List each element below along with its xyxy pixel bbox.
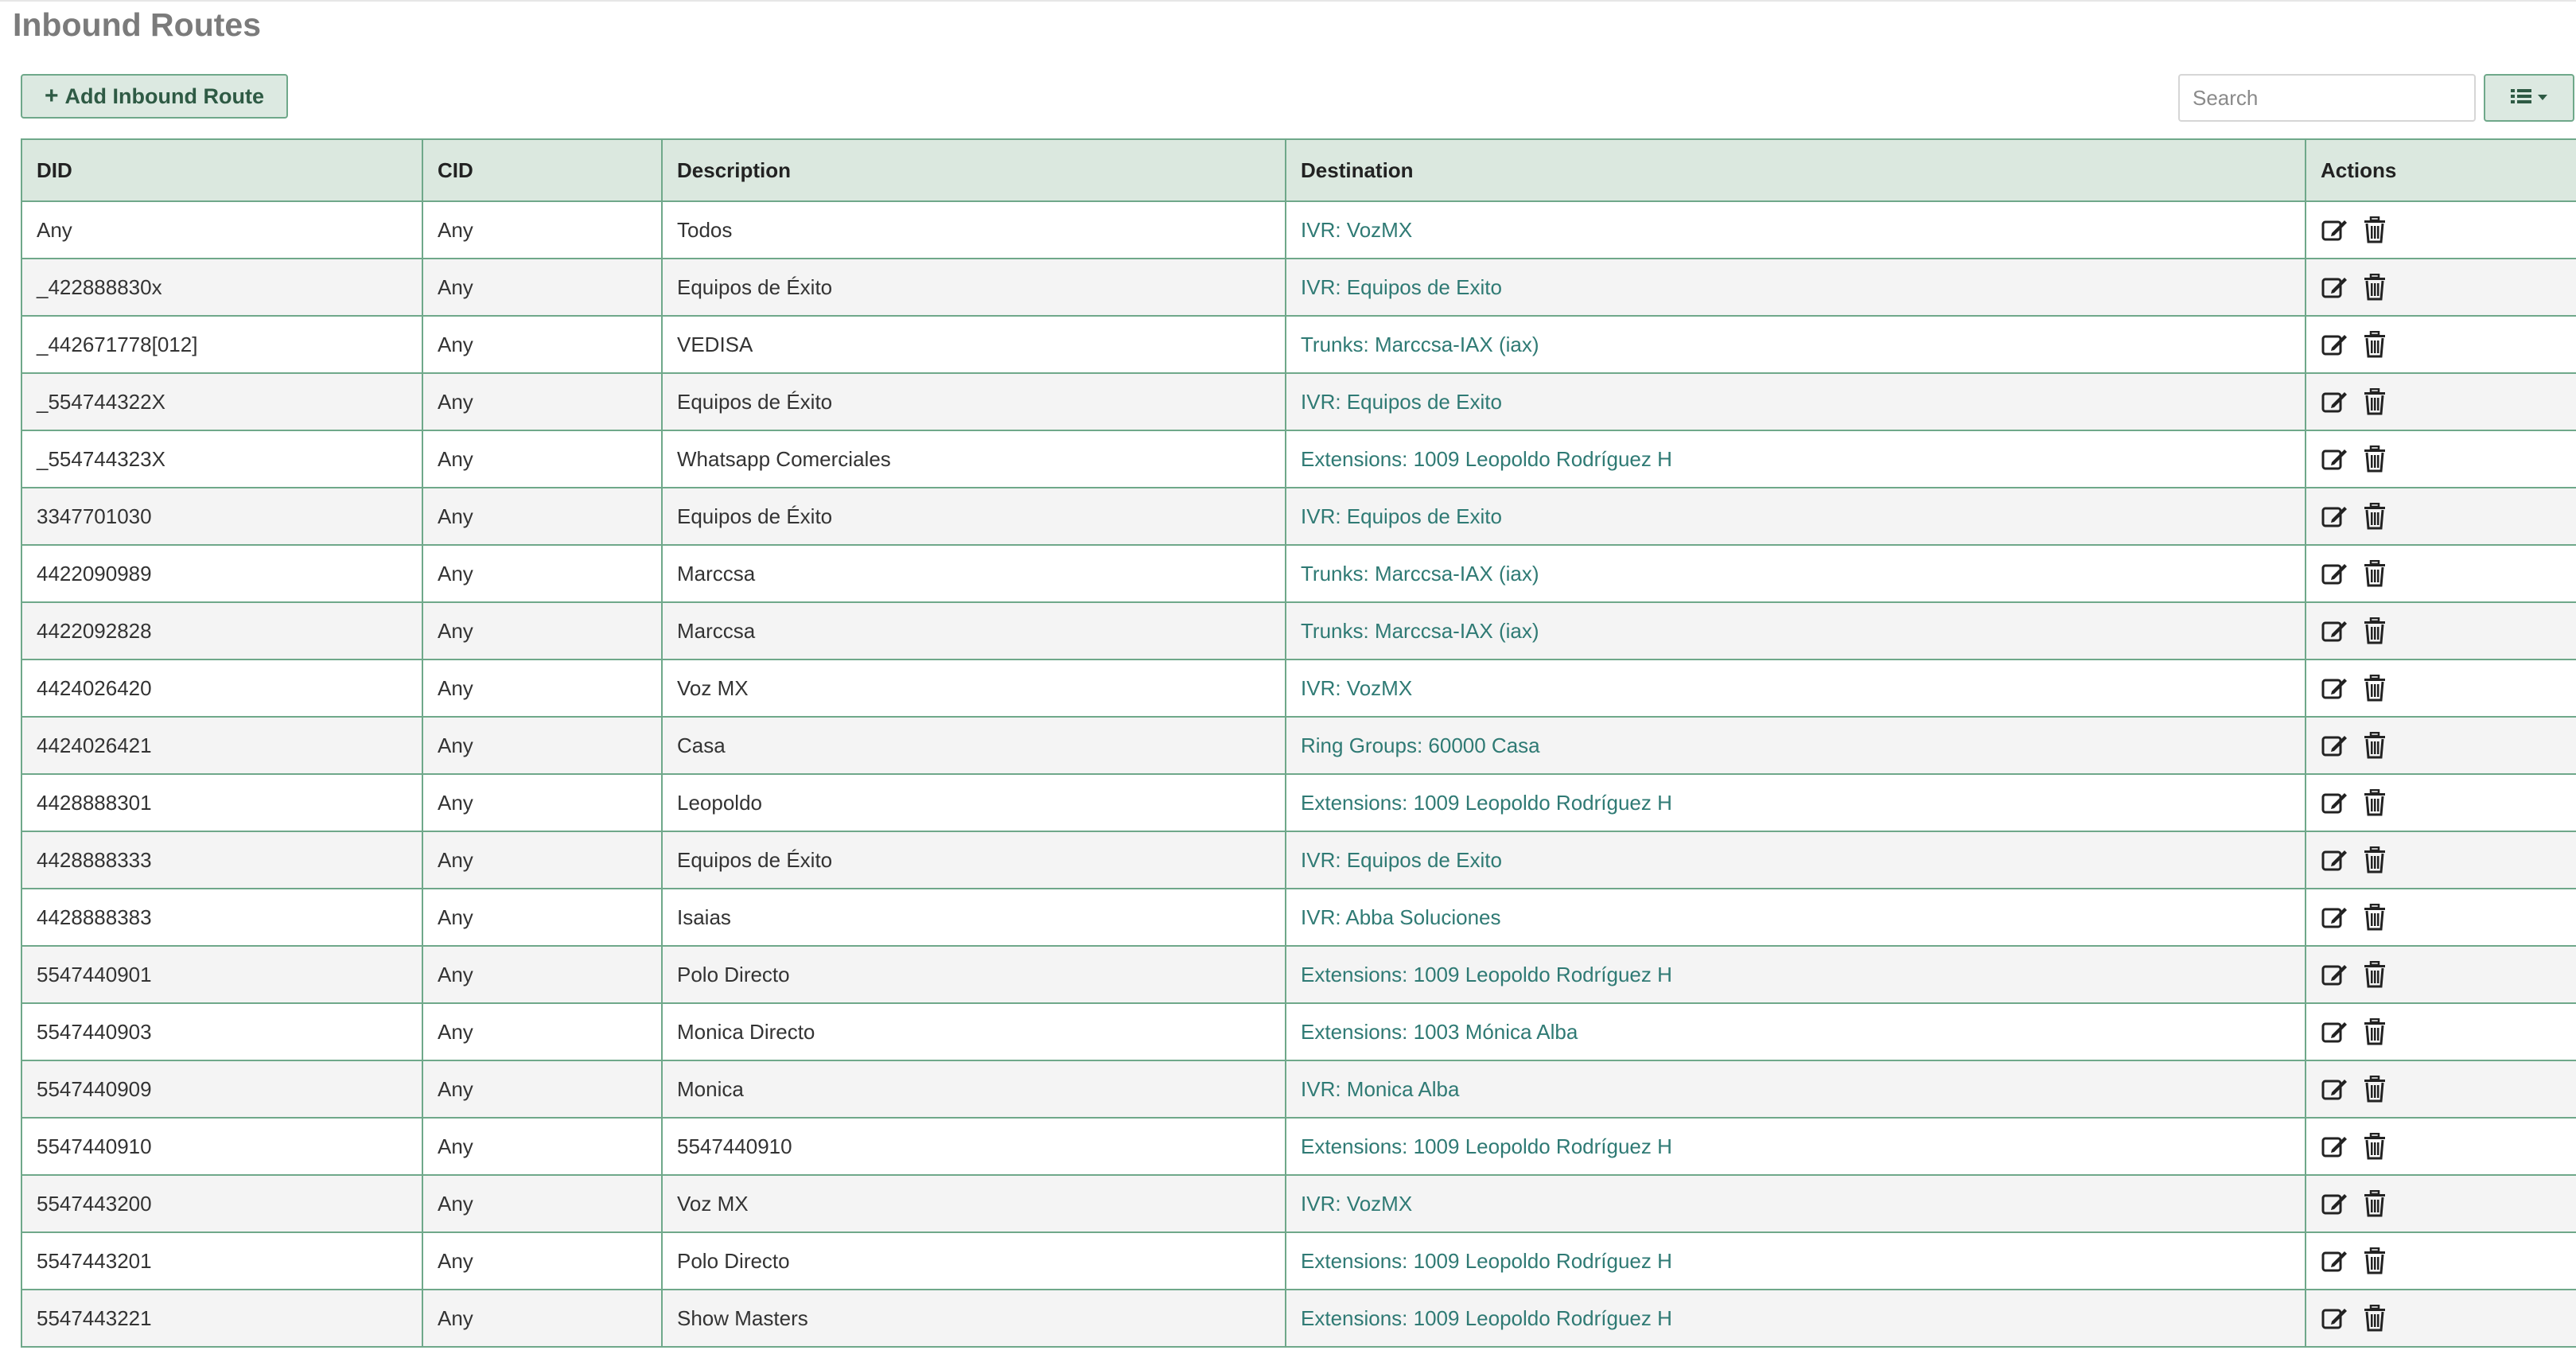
description-value: Equipos de Éxito [677,847,833,872]
table-row [21,1290,2576,1347]
column-header-cid[interactable]: CID [422,139,662,201]
cell-actions [2306,831,2576,889]
cell-description [662,946,1286,1003]
trash-icon[interactable] [2360,1247,2389,1275]
did-value: 5547443201 [37,1248,152,1273]
cell-actions [2306,1290,2576,1347]
edit-icon[interactable] [2321,1075,2349,1103]
cell-actions [2306,602,2576,659]
row-actions [2321,330,2562,359]
cid-value: Any [438,274,473,299]
cell-cid [422,1060,662,1118]
cell-destination [1286,1232,2306,1290]
trash-icon[interactable] [2360,674,2389,702]
cid-value: Any [438,1019,473,1044]
cell-actions [2306,259,2576,316]
trash-icon[interactable] [2360,1304,2389,1333]
cell-did [21,201,422,259]
cell-did [21,1003,422,1060]
edit-icon[interactable] [2321,1189,2349,1218]
destination-link[interactable]: IVR: Equipos de Exito [1301,504,1502,528]
trash-icon[interactable] [2360,445,2389,473]
cid-value: Any [438,1191,473,1216]
row-actions [2321,903,2562,932]
cid-value: Any [438,1248,473,1273]
cell-cid [422,602,662,659]
cell-did [21,1290,422,1347]
cell-did [21,717,422,774]
destination-link[interactable]: IVR: VozMX [1301,1191,1413,1216]
edit-icon[interactable] [2321,617,2349,645]
description-value: Polo Directo [677,1248,790,1273]
cell-did [21,774,422,831]
cell-description [662,1290,1286,1347]
row-actions [2321,960,2562,989]
cell-actions [2306,1232,2576,1290]
cell-cid [422,831,662,889]
edit-icon[interactable] [2321,731,2349,760]
cell-description [662,430,1286,488]
cell-did [21,1175,422,1232]
trash-icon[interactable] [2360,960,2389,989]
table-row [21,831,2576,889]
did-value: 4424026421 [37,733,152,757]
trash-icon[interactable] [2360,1132,2389,1161]
cell-cid [422,1118,662,1175]
cell-actions [2306,373,2576,430]
cell-destination [1286,316,2306,373]
edit-icon[interactable] [2321,674,2349,702]
row-actions [2321,788,2562,817]
cell-actions [2306,774,2576,831]
cid-value: Any [438,790,473,815]
cell-did [21,259,422,316]
cell-cid [422,201,662,259]
description-value: Polo Directo [677,962,790,986]
did-value: 5547440903 [37,1019,152,1044]
table-row [21,602,2576,659]
cell-destination [1286,1175,2306,1232]
edit-icon[interactable] [2321,387,2349,416]
edit-icon[interactable] [2321,559,2349,588]
trash-icon[interactable] [2360,387,2389,416]
destination-link[interactable]: Trunks: Marccsa-IAX (iax) [1301,618,1539,643]
row-actions [2321,1189,2562,1218]
trash-icon[interactable] [2360,617,2389,645]
edit-icon[interactable] [2321,502,2349,531]
table-row [21,430,2576,488]
cell-description [662,659,1286,717]
cid-value: Any [438,217,473,242]
cell-cid [422,545,662,602]
cell-description [662,259,1286,316]
edit-icon[interactable] [2321,273,2349,302]
cid-value: Any [438,332,473,356]
cell-actions [2306,659,2576,717]
column-view-dropdown-button[interactable] [2484,74,2574,122]
trash-icon[interactable] [2360,273,2389,302]
destination-link[interactable]: Extensions: 1009 Leopoldo Rodríguez H [1301,1305,1672,1330]
edit-icon[interactable] [2321,1017,2349,1046]
trash-icon[interactable] [2360,502,2389,531]
cid-value: Any [438,905,473,929]
cell-description [662,201,1286,259]
destination-link[interactable]: Extensions: 1003 Mónica Alba [1301,1019,1578,1044]
row-actions [2321,559,2562,588]
edit-icon[interactable] [2321,1132,2349,1161]
cell-actions [2306,717,2576,774]
description-value: Equipos de Éxito [677,504,833,528]
cell-description [662,316,1286,373]
row-actions [2321,445,2562,473]
did-value: 4422092828 [37,618,152,643]
trash-icon[interactable] [2360,1017,2389,1046]
column-header-did[interactable]: DID [21,139,422,201]
row-actions [2321,846,2562,874]
cell-cid [422,774,662,831]
destination-link[interactable]: IVR: VozMX [1301,217,1413,242]
trash-icon[interactable] [2360,216,2389,244]
description-value: Casa [677,733,726,757]
did-value: _554744323X [37,446,165,471]
cell-destination [1286,1290,2306,1347]
add-inbound-route-label: Add Inbound Route [64,84,264,108]
destination-link[interactable]: Extensions: 1009 Leopoldo Rodríguez H [1301,446,1672,471]
cell-cid [422,488,662,545]
cell-did [21,430,422,488]
cell-actions [2306,1118,2576,1175]
cell-description [662,889,1286,946]
row-actions [2321,1017,2562,1046]
table-row [21,1175,2576,1232]
cell-cid [422,1290,662,1347]
did-value: 5547443221 [37,1305,152,1330]
column-header-actions: Actions [2306,139,2576,201]
table-row [21,545,2576,602]
row-actions [2321,674,2562,702]
cid-value: Any [438,446,473,471]
destination-link[interactable]: Extensions: 1009 Leopoldo Rodríguez H [1301,1134,1672,1158]
table-row [21,774,2576,831]
cell-destination [1286,373,2306,430]
cell-actions [2306,1060,2576,1118]
table-row [21,259,2576,316]
cell-cid [422,889,662,946]
cell-destination [1286,259,2306,316]
cell-description [662,1118,1286,1175]
cell-destination [1286,717,2306,774]
destination-link[interactable]: IVR: Equipos de Exito [1301,274,1502,299]
cell-description [662,602,1286,659]
cid-value: Any [438,847,473,872]
trash-icon[interactable] [2360,846,2389,874]
row-actions [2321,731,2562,760]
description-value: Todos [677,217,733,242]
cid-value: Any [438,733,473,757]
cell-actions [2306,201,2576,259]
row-actions [2321,273,2562,302]
row-actions [2321,216,2562,244]
cell-destination [1286,946,2306,1003]
table-row [21,201,2576,259]
trash-icon[interactable] [2360,788,2389,817]
top-divider [0,0,2576,2]
cell-did [21,316,422,373]
cell-did [21,373,422,430]
destination-link[interactable]: Extensions: 1009 Leopoldo Rodríguez H [1301,1248,1672,1273]
cell-destination [1286,1060,2306,1118]
table-row [21,889,2576,946]
cell-description [662,774,1286,831]
did-value: 5547443200 [37,1191,152,1216]
did-value: 5547440909 [37,1076,152,1101]
edit-icon[interactable] [2321,216,2349,244]
cell-did [21,1118,422,1175]
description-value: Marccsa [677,561,756,586]
caret-down-icon [2538,91,2547,105]
cid-value: Any [438,1134,473,1158]
cell-actions [2306,316,2576,373]
edit-icon[interactable] [2321,788,2349,817]
cell-actions [2306,889,2576,946]
destination-link[interactable]: IVR: Equipos de Exito [1301,389,1502,414]
destination-link[interactable]: IVR: Monica Alba [1301,1076,1460,1101]
description-value: Leopoldo [677,790,762,815]
did-value: 4428888333 [37,847,152,872]
destination-link[interactable]: IVR: VozMX [1301,675,1413,700]
cell-description [662,545,1286,602]
row-actions [2321,1132,2562,1161]
cell-cid [422,373,662,430]
cell-destination [1286,659,2306,717]
cid-value: Any [438,561,473,586]
inbound-routes-table [21,138,2576,1348]
cell-destination [1286,545,2306,602]
edit-icon[interactable] [2321,846,2349,874]
table-body [21,201,2576,1347]
description-value: Equipos de Éxito [677,274,833,299]
did-value: 5547440901 [37,962,152,986]
cell-did [21,946,422,1003]
row-actions [2321,1075,2562,1103]
cell-cid [422,430,662,488]
cell-actions [2306,1175,2576,1232]
did-value: 4428888383 [37,905,152,929]
trash-icon[interactable] [2360,1075,2389,1103]
cid-value: Any [438,675,473,700]
cell-cid [422,1003,662,1060]
cell-did [21,831,422,889]
destination-link[interactable]: Ring Groups: 60000 Casa [1301,733,1540,757]
table-row [21,1232,2576,1290]
description-value: Show Masters [677,1305,808,1330]
plus-icon: + [45,83,59,109]
description-value: Whatsapp Comerciales [677,446,891,471]
did-value: 4424026420 [37,675,152,700]
description-value: VEDISA [677,332,753,356]
search-input[interactable] [2178,74,2476,122]
row-actions [2321,387,2562,416]
cell-actions [2306,1003,2576,1060]
cell-destination [1286,889,2306,946]
cell-description [662,1060,1286,1118]
description-value: Monica Directo [677,1019,815,1044]
description-value: Isaias [677,905,731,929]
cell-description [662,488,1286,545]
description-value: Monica [677,1076,744,1101]
cell-did [21,889,422,946]
cell-description [662,1232,1286,1290]
description-value: Marccsa [677,618,756,643]
cell-destination [1286,1003,2306,1060]
did-value: _442671778[012] [37,332,198,356]
cell-did [21,602,422,659]
destination-link[interactable]: Trunks: Marccsa-IAX (iax) [1301,561,1539,586]
cell-destination [1286,430,2306,488]
cid-value: Any [438,1305,473,1330]
cell-destination [1286,201,2306,259]
cell-actions [2306,430,2576,488]
cell-destination [1286,1118,2306,1175]
cell-cid [422,1175,662,1232]
table-row [21,717,2576,774]
cell-did [21,545,422,602]
table-row [21,316,2576,373]
edit-icon[interactable] [2321,960,2349,989]
cell-cid [422,1232,662,1290]
trash-icon[interactable] [2360,903,2389,932]
cell-description [662,1003,1286,1060]
cell-cid [422,259,662,316]
trash-icon[interactable] [2360,731,2389,760]
table-header-row [21,139,2576,201]
cell-did [21,1232,422,1290]
cell-description [662,831,1286,889]
destination-link[interactable]: Extensions: 1009 Leopoldo Rodríguez H [1301,962,1672,986]
cid-value: Any [438,1076,473,1101]
row-actions [2321,1247,2562,1275]
cell-description [662,1175,1286,1232]
column-header-description[interactable]: Description [662,139,1286,201]
inbound-routes-table-container [21,138,2576,1348]
row-actions [2321,1304,2562,1333]
did-value: _554744322X [37,389,165,414]
destination-link[interactable]: IVR: Abba Soluciones [1301,905,1501,929]
row-actions [2321,502,2562,531]
edit-icon[interactable] [2321,1304,2349,1333]
did-value: 3347701030 [37,504,152,528]
did-value: Any [37,217,72,242]
description-value: Voz MX [677,675,749,700]
trash-icon[interactable] [2360,559,2389,588]
row-actions [2321,617,2562,645]
cell-destination [1286,831,2306,889]
column-header-destination[interactable]: Destination [1286,139,2306,201]
cell-did [21,659,422,717]
did-value: 5547440910 [37,1134,152,1158]
cell-destination [1286,488,2306,545]
table-row [21,1118,2576,1175]
did-value: 4422090989 [37,561,152,586]
cid-value: Any [438,504,473,528]
cell-cid [422,659,662,717]
cell-cid [422,717,662,774]
cell-actions [2306,946,2576,1003]
table-row [21,1060,2576,1118]
cell-actions [2306,545,2576,602]
cell-description [662,373,1286,430]
cid-value: Any [438,962,473,986]
cid-value: Any [438,618,473,643]
cell-did [21,488,422,545]
table-row [21,373,2576,430]
did-value: _422888830x [37,274,162,299]
cell-cid [422,946,662,1003]
description-value: 5547440910 [677,1134,792,1158]
list-icon [2511,88,2531,108]
edit-icon[interactable] [2321,445,2349,473]
description-value: Voz MX [677,1191,749,1216]
add-inbound-route-button[interactable] [21,74,288,119]
edit-icon[interactable] [2321,330,2349,359]
table-row [21,659,2576,717]
destination-link[interactable]: Trunks: Marccsa-IAX (iax) [1301,332,1539,356]
cell-destination [1286,774,2306,831]
destination-link[interactable]: IVR: Equipos de Exito [1301,847,1502,872]
edit-icon[interactable] [2321,1247,2349,1275]
table-row [21,946,2576,1003]
cell-actions [2306,488,2576,545]
cid-value: Any [438,389,473,414]
table-row [21,488,2576,545]
description-value: Equipos de Éxito [677,389,833,414]
cell-description [662,717,1286,774]
edit-icon[interactable] [2321,903,2349,932]
cell-cid [422,316,662,373]
trash-icon[interactable] [2360,330,2389,359]
did-value: 4428888301 [37,790,152,815]
page-title: Inbound Routes [13,6,262,43]
cell-did [21,1060,422,1118]
trash-icon[interactable] [2360,1189,2389,1218]
table-row [21,1003,2576,1060]
destination-link[interactable]: Extensions: 1009 Leopoldo Rodríguez H [1301,790,1672,815]
cell-destination [1286,602,2306,659]
